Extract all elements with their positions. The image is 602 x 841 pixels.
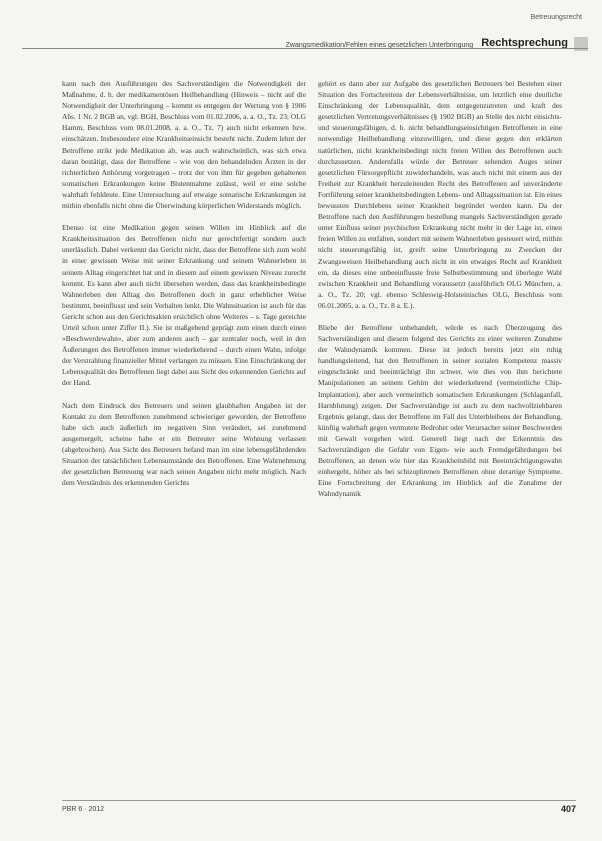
- header-subtitle: Zwangsmedikation/Fehlen eines gesetzlichen Unterbringung: [285, 42, 474, 49]
- paragraph: Bliebe der Betroffene unbehandelt, würde es nach Überzeugung des Sachverständigen und diesem folgend des Gerichts zu einer weiteren Zunahme der Wahndynamik kommen. Diese ist jedoch bereits jetzt ein ruhig handlungsleitend, hat den Betroffenen in seiner sozialen Kompetenz massiv eingeschränkt und beeinträchtigt ihn schwer, wie dies von ihm berichtete Manipulationen an seinem Gehirn der wiederkehrend (vermeintliche Chip-Implantation), aber auch vermeintlich somatischen Erkrankungen (Schlaganfall, Harnblutung) zeigen. Der Sachverständige ist auch zu dem nachvollziehbaren Ergebnis gelangt, dass der Betroffene im Fall des Unterbleibens der Behandlung, künftig wahrhaft gegen vermutete Bedroher oder Verursacher seiner Beschwerden mit Gewalt vorgehen wird. Generell liegt nach der Erkenntnis des Sachverständigen die Gefahr von Eigen- wie auch Fremdgefährdungen bei Betroffenen, an denen wie hier das Krankheitsbild mit Beeinträchtigungswahn einhergeht, höher als bei schizophrenen Betroffenen ohne derartige Symptome. Eine Fortschreitung der Erkrankung im Hinblick auf die Zunahme der Wahndynamik: [318, 322, 562, 499]
- paragraph: Ebenso ist eine Medikation gegen seinen Willen im Hinblick auf die Krankheitssituation des Betroffenen nicht nur gerechtfertigt sondern auch unerlässlich. Dabei verkennt das Gericht nicht, dass der Betroffene sich zum wohl in einer gewissen Weise mit seiner Erkrankung und seinem Wahnerleben in seinem Alltag eingerichtet hat und in diesem auf einem gewissen Niveau zurecht kommt. Es kann aber auch nicht übersehen werden, dass das krankheitsbedingte Wahnerleben den Alltag des Betroffenen doch in ganz erheblicher Weise bestimmt, beeinflusst und sein Verhalten lenkt. Die Wahnsituation ist auch für das Gericht schon aus den Gerichtsakten ersichtlich ohne Weiteres – s. Tage gereichte Urteil schon unter Ziffer II.). Sie ist maßgebend geprägt zum einen durch einen »Beschwerdewahn«, aber zum anderen auch – gar zentraler noch, weil in den Äußerungen des Betroffenen immer wiederkehrend – durch einen Wahn, infolge der Verstrahlung finanzieller Mittel verlangen zu müssen. Eine Einschränkung der Lebensqualität des Betroffenen liegt dabei aus Sicht des erkennenden Gerichts auf der Hand.: [62, 223, 306, 388]
- page-footer: [62, 800, 576, 814]
- header-section-title: Rechtsprechung: [481, 37, 568, 49]
- page-number: 407: [560, 804, 576, 814]
- paragraph: Nach dem Eindruck des Betreuers und seinen glaubhaften Angaben ist der Kontakt zu dem Betroffenen zunehmend schwieriger geworden, der Betroffene habe sich auch äußerlich im negativen Sinn verändert, sei zunehmend ausgemergelt, scheine habe er ein Betreuter seine Wohnung verlassen (abgebrochen). Aus Sicht des Betreuers befand man im eine lebensgefährdenden Situation der tatsächlichen Lebensumstände des Betroffenen. Eine Wahrnehmung der gesetzlichen Betreuung war nach seinen Angaben nicht mehr möglich. Nach dem Verständnis des erkennenden Gerichts: [62, 400, 306, 488]
- journal-issue: PBR 6 · 2012: [62, 806, 105, 813]
- header-rule: [22, 48, 588, 49]
- text-column-left: [62, 78, 306, 499]
- paragraph: kann nach den Ausführungen des Sachverständigen die Notwendigkeit der Maßnahme, d. h. der medikamentösen Heilbehandlung (Hinweis – nicht auf die Notwendigkeit der Unterbringung – kommt es entgegen der Wertung von § 1906 Abs. 1 Nr. 2 BGB an, vgl. BGH, Beschluss vom 01.02.2006, a. a. O., Tz. 23; OLG Hamm, Beschluss vom 08.01.2008, a. a. O., Tz. 7) auch nicht erkennen bzw. einschätzen. Insbesondere eine Krankheitseinsicht besteht nicht. Zudem lehnt der Betroffene strikt jede Medikation ab, was auch wahrscheinlich, was sich etwa daran bestätigt, dass der Betroffene – wie von den behandelnden Ärzten in der richterlichen Anhörung vorgetragen – trotz der von ihm für gegeben gehaltenen somatischen Erkrankungen keine Blutentnahme zulässt, weil er eine solche wahrhaft fehldeute. Eine Untersuchung auf etwaige somatische Erkrankungen ist mithin ebenfalls nicht ohne die Überwindung körperlichen Widerstands möglich.: [62, 79, 306, 211]
- text-column-right: [318, 78, 562, 510]
- paragraph: gehört es dann aber zur Aufgabe des gesetzlichen Betreuers bei Bestehen einer Situation des Fortschreitens der Lebensverhältnisse, um letztlich eine deutliche Einschränkung der Lebensqualität, dem entgegenzutreten und kraft des gesetzlichen Vertretungsverhältnisses (§ 1902 BGB) an Stelle des nicht einsichts- und steuerungsfähigen, d. h. nicht behandlungseinsichtigen Betroffenen in eine notwendige Heilbehandlung einzuwilligen, und diese gegen den erklärten natürlichen, nicht krankheitsbedingt nicht freien Willen des Betroffenen auch durchzusetzen. Andernfalls würde der Betreuer sehenden Auges seiner gesetzlichen Fürsorgepflicht zuwiderhandeln, was auch nicht mit einem aus der Freiheit zur Krankheit herzuleitenden Recht des Betroffenen auf unveränderte Fortführung seiner krankheitsbedingten Lebens- und Alltagssituation ist. Ein eines bewussten Durchlebens seiner Krankheit begründet werden kann. Da der Betroffene nach den Ausführungen bestellung mangels Sachverständigen gerade unter Einfluss seiner psychischen Erkrankung nicht mehr in der Lage ist, einen freien Willen zu entfalten, sondert mit seinem Wahnerleben gesteuert wird, mithin nicht steuerungsfähig ist, greift seine Unterbringung zu Zwecken der Zwangsweisen Heilbehandlung auch nicht in ein etwaiges Recht auf Krankheit ein, da dieses eine unbeeinflusste freie Selbstbestimmung und überlegte Wahl zwischen Krankheit und Behandlung voraussetzt (ausführlich OLG München, a. a. O., Tz. 20; vgl. ebenso Schleswig-Holsteinisches OLG, Beschluss vom 06.01.2005, a. a. O., Tz. 8 a. E.).: [318, 79, 562, 310]
- running-title: Betreuungsrecht: [530, 14, 582, 21]
